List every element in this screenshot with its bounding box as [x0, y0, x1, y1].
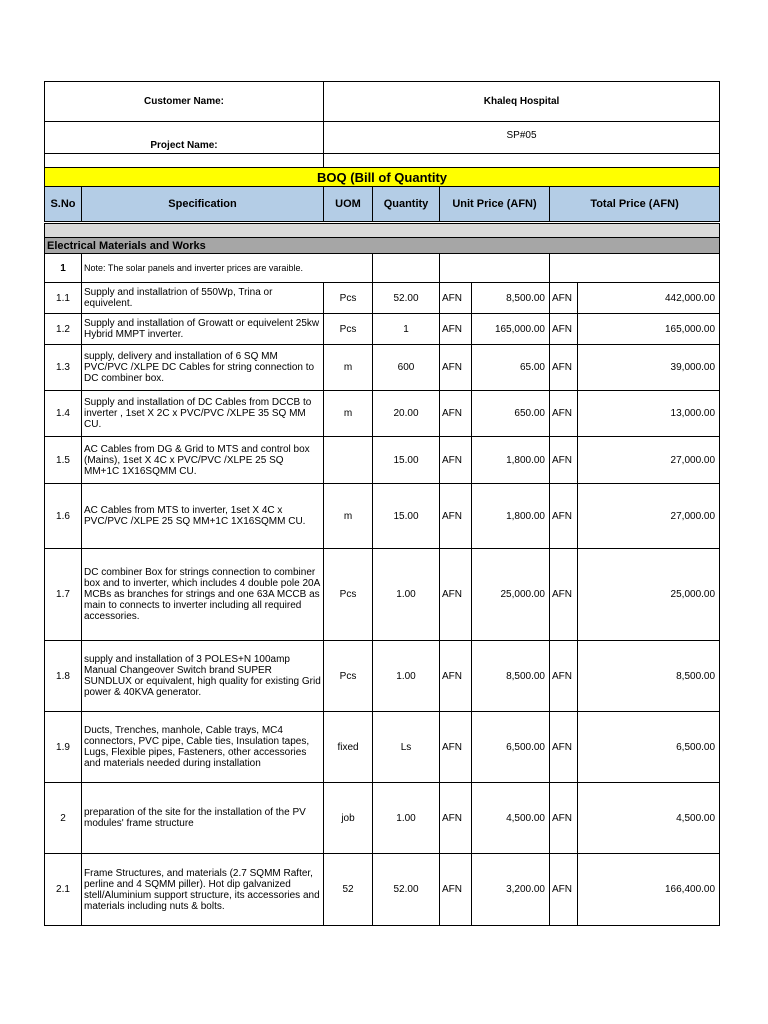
row-total-price: 166,400.00 [578, 854, 720, 926]
row-uom: fixed [324, 712, 373, 783]
row-total-price: 39,000.00 [578, 345, 720, 391]
row-sno: 1.7 [45, 549, 82, 641]
row-sno: 2 [45, 783, 82, 854]
row-total-price: 27,000.00 [578, 484, 720, 549]
col-sno: S.No [45, 187, 82, 222]
row-sno: 1.1 [45, 283, 82, 314]
row-sno: 1.6 [45, 484, 82, 549]
items-body [45, 283, 720, 926]
row-unit-price: 25,000.00 [472, 549, 550, 641]
row-total-currency: AFN [550, 641, 578, 712]
row-unit-currency: AFN [440, 391, 472, 437]
table-row [45, 345, 720, 391]
row-unit-price: 8,500.00 [472, 283, 550, 314]
row-spec: Supply and installation of Growatt or equivelent 25kw Hybrid MMPT inverter. [82, 314, 324, 345]
row-unit-price: 650.00 [472, 391, 550, 437]
row-qty: 600 [373, 345, 440, 391]
row-qty: 1 [373, 314, 440, 345]
row-total-currency: AFN [550, 549, 578, 641]
note-row [45, 254, 720, 283]
customer-row [45, 82, 720, 122]
title-row [45, 168, 720, 187]
row-spec: Ducts, Trenches, manhole, Cable trays, MC4 connectors, PVC pipe, Cable ties, Insulation tapes, Lugs, Flexible pipes, Fasteners, other accessories and materials needed during installation [82, 712, 324, 783]
row-unit-currency: AFN [440, 712, 472, 783]
row-total-price: 4,500.00 [578, 783, 720, 854]
section-title: Electrical Materials and Works [45, 238, 720, 254]
row-sno: 1.8 [45, 641, 82, 712]
table-row [45, 484, 720, 549]
row-uom: m [324, 391, 373, 437]
row-uom: Pcs [324, 641, 373, 712]
col-total-price: Total Price (AFN) [550, 187, 720, 222]
spacer-row [45, 154, 720, 168]
row-uom: m [324, 345, 373, 391]
table-row [45, 712, 720, 783]
row-sno: 1.9 [45, 712, 82, 783]
row-total-currency: AFN [550, 283, 578, 314]
row-qty: 52.00 [373, 283, 440, 314]
row-sno: 1.2 [45, 314, 82, 345]
row-spec: AC Cables from MTS to inverter, 1set X 4C x PVC/PVC /XLPE 25 SQ MM+1C 1X16SQMM CU. [82, 484, 324, 549]
row-unit-currency: AFN [440, 437, 472, 484]
table-row [45, 641, 720, 712]
row-spec: supply and installation of 3 POLES+N 100amp Manual Changeover Switch brand SUPER SUNDLUX or equivalent, high quality for existing Grid power & 40KVA generator. [82, 641, 324, 712]
customer-value: Khaleq Hospital [324, 82, 720, 122]
project-row [45, 122, 720, 154]
row-sno: 1.4 [45, 391, 82, 437]
row-uom: m [324, 484, 373, 549]
row-uom: job [324, 783, 373, 854]
row-uom [324, 437, 373, 484]
row-unit-currency: AFN [440, 283, 472, 314]
row-uom: 52 [324, 854, 373, 926]
row-unit-currency: AFN [440, 641, 472, 712]
row-spec: Supply and installation of DC Cables from DCCB to inverter , 1set X 2C x PVC/PVC /XLPE 35 SQ MM CU. [82, 391, 324, 437]
note-text: Note: The solar panels and inverter prices are varaible. [82, 254, 373, 283]
row-total-currency: AFN [550, 484, 578, 549]
row-unit-price: 165,000.00 [472, 314, 550, 345]
project-label: Project Name: [45, 122, 324, 154]
boq-table [44, 81, 720, 926]
table-row [45, 783, 720, 854]
row-unit-currency: AFN [440, 549, 472, 641]
row-uom: Pcs [324, 549, 373, 641]
row-unit-price: 1,800.00 [472, 484, 550, 549]
gray-separator [45, 224, 720, 238]
row-sno: 1.3 [45, 345, 82, 391]
row-unit-currency: AFN [440, 783, 472, 854]
row-total-currency: AFN [550, 437, 578, 484]
table-row [45, 391, 720, 437]
row-total-currency: AFN [550, 391, 578, 437]
row-unit-currency: AFN [440, 345, 472, 391]
row-spec: DC combiner Box for strings connection to combiner box and to inverter, which includes 4 double pole 20A MCBs as branches for strings and one 63A MCCB as main to connects to inverter including all required accessories. [82, 549, 324, 641]
row-sno: 2.1 [45, 854, 82, 926]
row-qty: 15.00 [373, 484, 440, 549]
row-total-currency: AFN [550, 314, 578, 345]
row-spec: Supply and installatrion of 550Wp, Trina or equivelent. [82, 283, 324, 314]
row-sno: 1.5 [45, 437, 82, 484]
row-total-currency: AFN [550, 345, 578, 391]
col-unit-price: Unit Price (AFN) [440, 187, 550, 222]
row-spec: supply, delivery and installation of 6 SQ MM PVC/PVC /XLPE DC Cables for string connection to DC combiner box. [82, 345, 324, 391]
table-row [45, 854, 720, 926]
row-unit-price: 8,500.00 [472, 641, 550, 712]
row-qty: 20.00 [373, 391, 440, 437]
row-unit-currency: AFN [440, 854, 472, 926]
row-total-price: 8,500.00 [578, 641, 720, 712]
table-row [45, 437, 720, 484]
row-qty: 52.00 [373, 854, 440, 926]
row-unit-currency: AFN [440, 314, 472, 345]
table-row [45, 549, 720, 641]
row-uom: Pcs [324, 283, 373, 314]
row-spec: preparation of the site for the installation of the PV modules' frame structure [82, 783, 324, 854]
row-total-currency: AFN [550, 783, 578, 854]
table-row [45, 314, 720, 345]
row-total-currency: AFN [550, 712, 578, 783]
row-qty: 1.00 [373, 783, 440, 854]
table-row [45, 283, 720, 314]
row-total-price: 165,000.00 [578, 314, 720, 345]
row-unit-price: 4,500.00 [472, 783, 550, 854]
row-qty: 1.00 [373, 641, 440, 712]
row-qty: 15.00 [373, 437, 440, 484]
row-total-currency: AFN [550, 854, 578, 926]
row-unit-price: 3,200.00 [472, 854, 550, 926]
row-unit-price: 1,800.00 [472, 437, 550, 484]
row-spec: AC Cables from DG & Grid to MTS and control box (Mains), 1set X 4C x PVC/PVC /XLPE 25 SQ MM+1C 1X16SQMM CU. [82, 437, 324, 484]
page-title: BOQ (Bill of Quantity [45, 168, 720, 187]
project-value: SP#05 [324, 122, 720, 154]
row-unit-price: 65.00 [472, 345, 550, 391]
column-header-row [45, 187, 720, 222]
section-row [45, 238, 720, 254]
col-spec: Specification [82, 187, 324, 222]
col-qty: Quantity [373, 187, 440, 222]
row-spec: Frame Structures, and materials (2.7 SQMM Rafter, perline and 4 SQMM piller). Hot dip galvanized stell/Aluminium support structure, its accessories and materials including nuts & bolts. [82, 854, 324, 926]
col-uom: UOM [324, 187, 373, 222]
row-total-price: 13,000.00 [578, 391, 720, 437]
row-total-price: 27,000.00 [578, 437, 720, 484]
row-unit-currency: AFN [440, 484, 472, 549]
note-sno: 1 [45, 254, 82, 283]
row-qty: 1.00 [373, 549, 440, 641]
row-total-price: 442,000.00 [578, 283, 720, 314]
row-qty: Ls [373, 712, 440, 783]
row-uom: Pcs [324, 314, 373, 345]
row-total-price: 25,000.00 [578, 549, 720, 641]
row-total-price: 6,500.00 [578, 712, 720, 783]
customer-label: Customer Name: [45, 82, 324, 122]
row-unit-price: 6,500.00 [472, 712, 550, 783]
